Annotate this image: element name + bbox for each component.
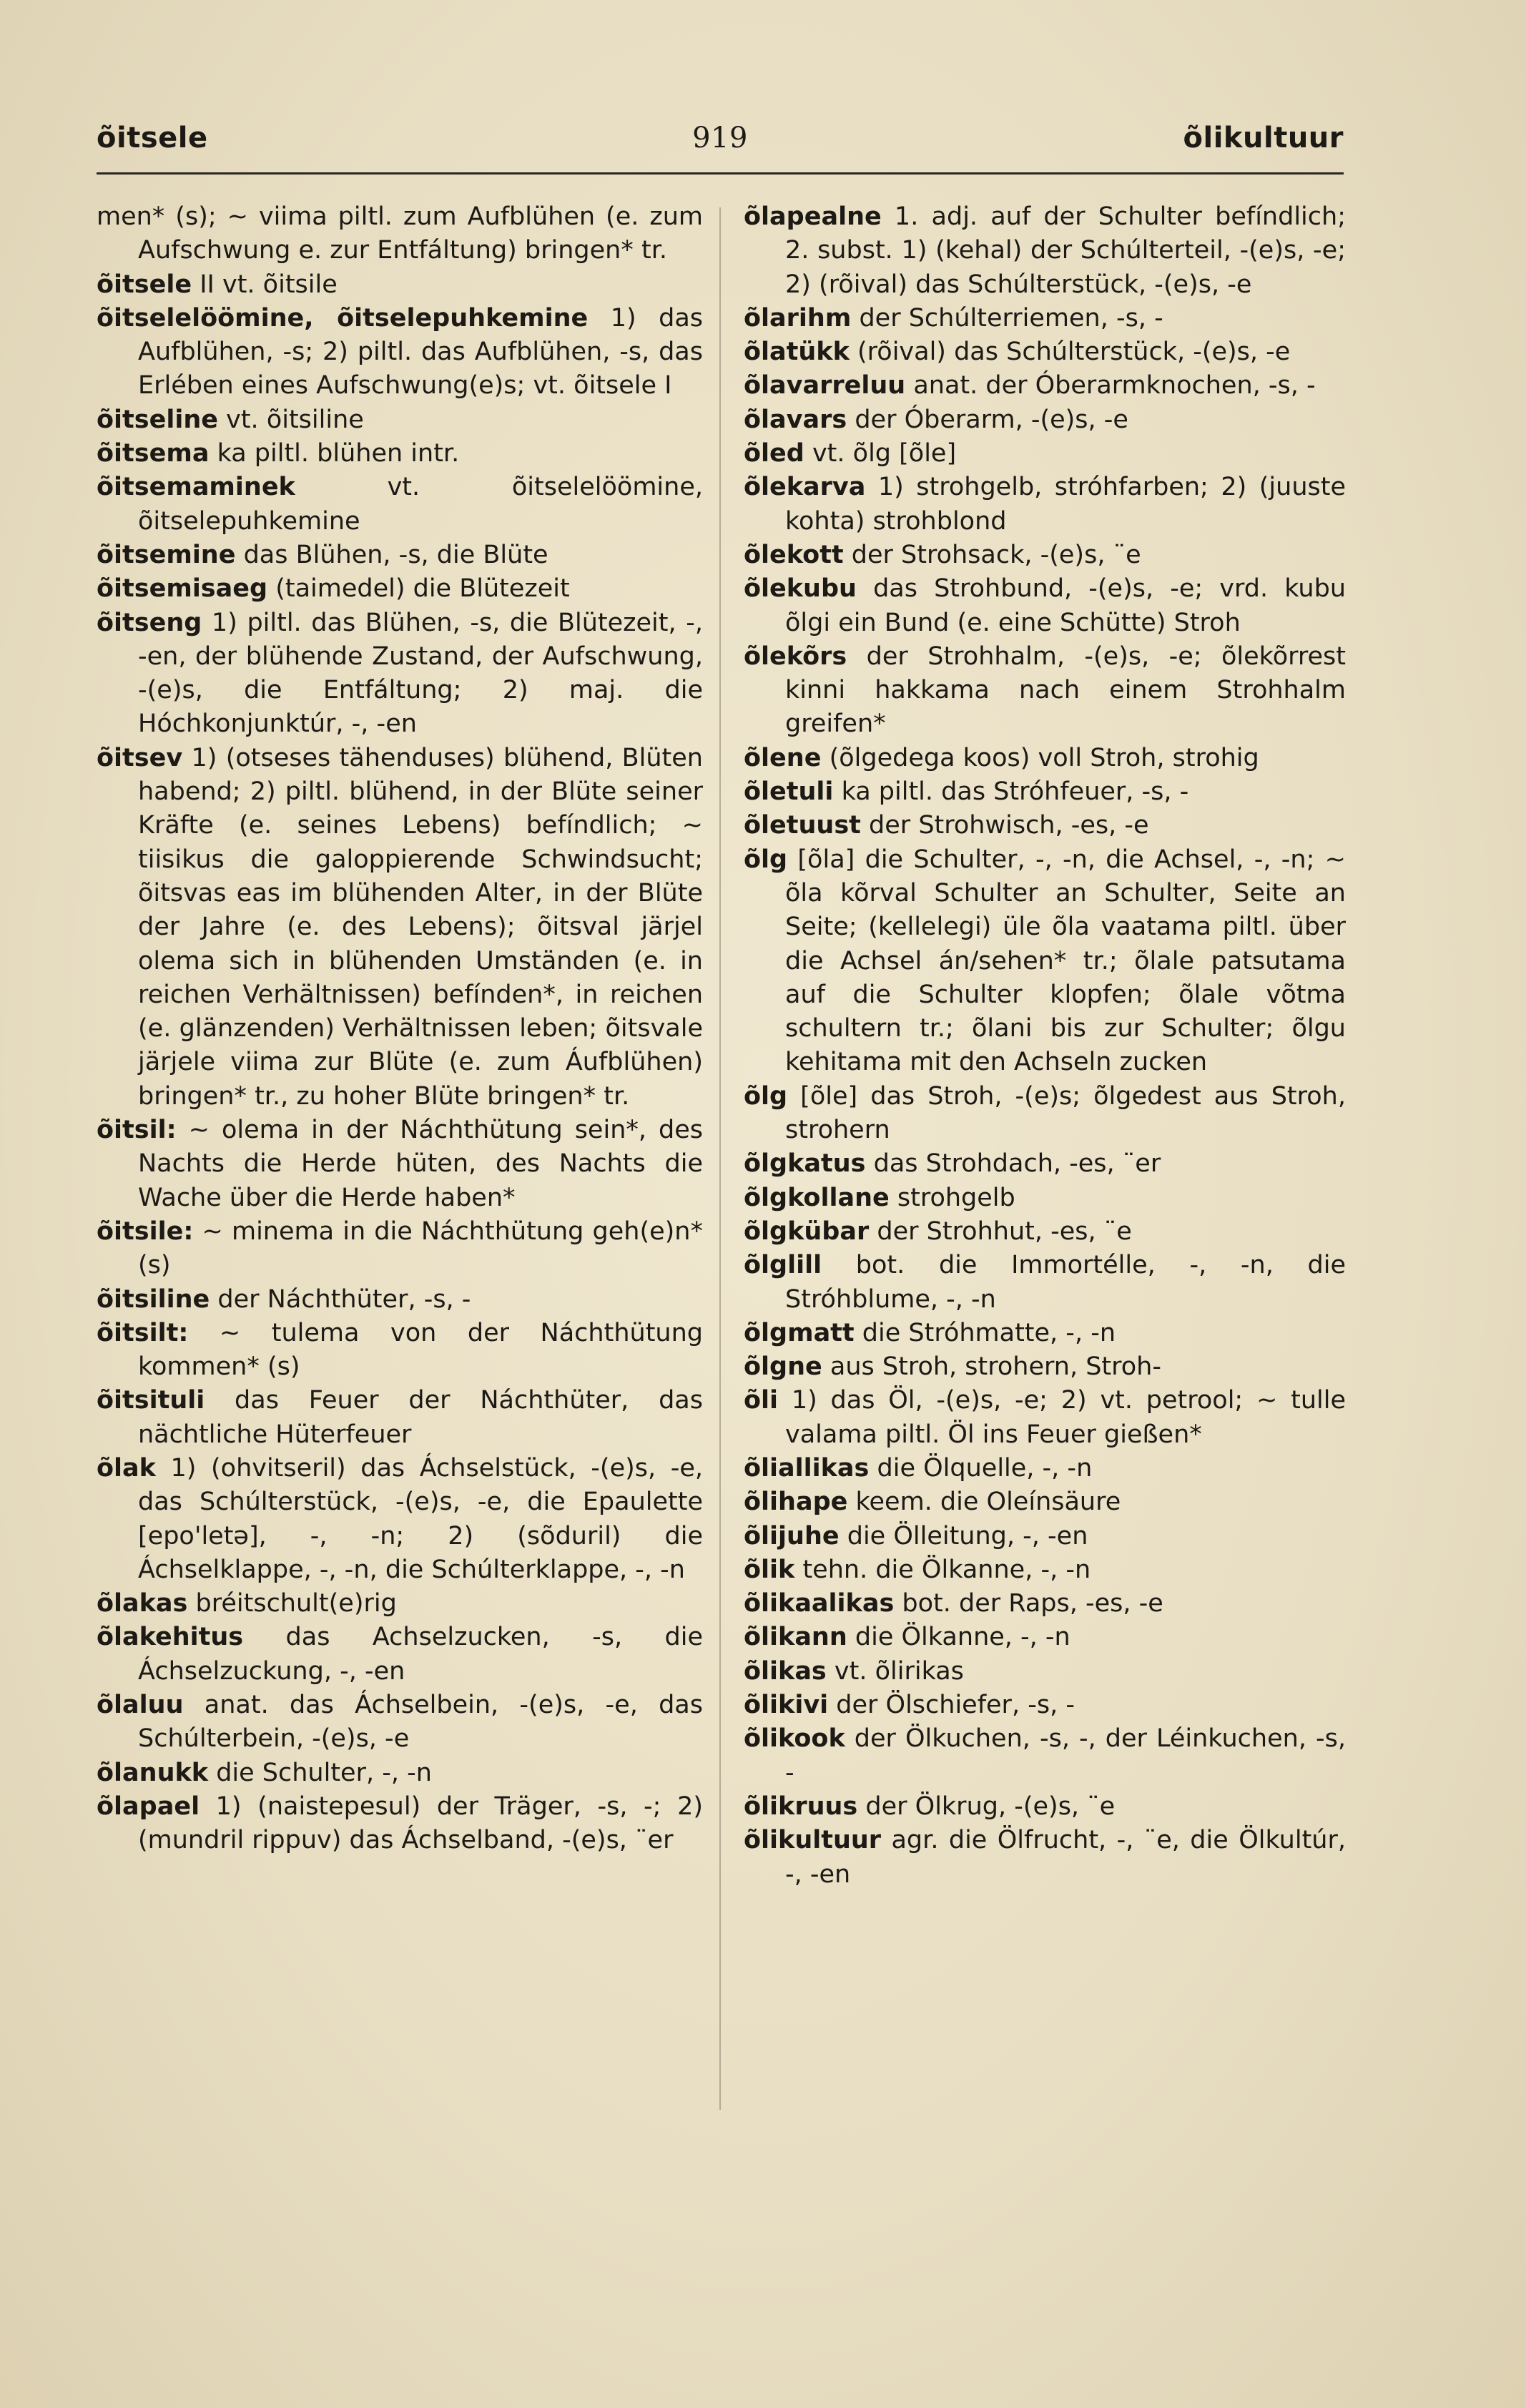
dictionary-entry [97, 1689, 703, 1756]
dictionary-entry [744, 1384, 1346, 1452]
entry-headword: õlavars [744, 405, 847, 434]
entry-definition: tehn. die Ölkanne, -, -n [794, 1555, 1091, 1584]
dictionary-entry [744, 1249, 1346, 1317]
entry-definition: die Schulter, -, -n [208, 1758, 432, 1787]
entry-headword: õlapael [97, 1792, 200, 1821]
entry-headword: õlarihm [744, 303, 852, 333]
dictionary-entry [97, 1215, 703, 1283]
entry-definition: vt. õitsiline [218, 405, 364, 434]
dictionary-entry [744, 471, 1346, 539]
entry-headword: õlglill [744, 1251, 822, 1280]
entry-headword: õlene [744, 743, 822, 772]
entry-headword: õitseng [97, 608, 202, 637]
dictionary-entry [97, 1790, 703, 1858]
entry-headword: õlg [744, 1081, 788, 1111]
dictionary-entry [744, 369, 1346, 403]
entry-definition: der Óberarm, -(e)s, -e [847, 405, 1128, 434]
entry-definition: ka piltl. blühen intr. [209, 439, 460, 468]
entry-headword: õitsemisaeg [97, 574, 268, 604]
entry-definition: men* (s); ~ viima piltl. zum Aufblühen (e. zum Aufschwung e. zur Entfáltung) bringen* tr. [97, 202, 703, 265]
dictionary-entry [744, 335, 1346, 369]
entry-headword: õlikruus [744, 1792, 858, 1821]
dictionary-entry [744, 775, 1346, 809]
entry-definition: strohgelb [889, 1183, 1015, 1212]
entry-definition: ~ tulema von der Náchthütung kommen* (s) [138, 1318, 703, 1382]
entry-definition: (õlgedega koos) voll Stroh, strohig [821, 743, 1259, 772]
entry-headword: õli [744, 1386, 779, 1415]
entry-headword: õitsiline [97, 1284, 210, 1314]
entry-definition: bot. die Immortélle, -, -n, die Stróhblume, -, -n [785, 1251, 1346, 1314]
entry-definition: das Blühen, -s, die Blüte [235, 540, 548, 569]
dictionary-entry [744, 640, 1346, 742]
dictionary-entry [744, 1824, 1346, 1892]
entry-definition: die Ölquelle, -, -n [869, 1453, 1093, 1483]
entry-headword: õliallikas [744, 1453, 870, 1483]
right-column [744, 200, 1346, 1892]
entry-definition: ~ minema in die Náchthütung geh(e)n* (s) [138, 1217, 703, 1280]
entry-definition: [õla] die Schulter, -, -n, die Achsel, -, -n; ~ õla kõrval Schulter an Schulter, Seite an Seite; (kellelegi) üle õla vaatama piltl. über die Achsel án/sehen* tr.; õlale patsutama auf die Schulter klopfen; õlale võtma schultern tr.; õlani bis zur Schulter; õlgu kehitama mit den Achseln zucken [785, 845, 1346, 1077]
dictionary-entry [97, 1587, 703, 1621]
dictionary-entry [97, 742, 703, 1114]
entry-headword: õitsema [97, 439, 210, 468]
left-guide-word: õitsele [97, 122, 208, 154]
entry-definition: 1) strohgelb, stróhfarben; 2) (juuste kohta) strohblond [785, 473, 1346, 536]
entry-definition: [õle] das Stroh, -(e)s; õlgedest aus Stroh, strohern [785, 1081, 1346, 1145]
entry-headword: õlg [744, 845, 788, 874]
entry-definition: ~ olema in der Náchthütung sein*, des Nachts die Herde hüten, des Nachts die Wache über die Herde haben* [138, 1116, 703, 1212]
entry-definition: 1) das Aufblühen, -s; 2) piltl. das Aufblühen, -s, das Erlében eines Aufschwung(e)s; vt. õitsele I [138, 303, 703, 400]
entry-definition: das Strohbund, -(e)s, -e; vrd. kubu õlgi ein Bund (e. eine Schütte) Stroh [785, 574, 1346, 637]
dictionary-entry [97, 437, 703, 471]
entry-headword: õletuust [744, 811, 861, 840]
dictionary-entry [97, 471, 703, 539]
entry-headword: õled [744, 439, 804, 468]
dictionary-entry [744, 1181, 1346, 1215]
dictionary-entry [97, 1283, 703, 1317]
dictionary-entry [744, 1350, 1346, 1384]
entry-headword: õlaluu [97, 1691, 184, 1720]
entry-definition: 1. adj. auf der Schulter befíndlich; 2. subst. 1) (kehal) der Schúlterteil, -(e)s, -e; 2) (rõival) das Schúlterstück, -(e)s, -e [785, 202, 1346, 299]
entry-headword: õlihape [744, 1488, 848, 1517]
entry-definition: agr. die Ölfrucht, -, ¨e, die Ölkultúr, -, -en [785, 1826, 1346, 1889]
entry-definition: die Ölleitung, -, -en [839, 1521, 1088, 1551]
entry-definition: die Stróhmatte, -, -n [854, 1318, 1116, 1347]
entry-headword: õitsile: [97, 1217, 194, 1246]
entry-definition: 1) piltl. das Blühen, -s, die Blütezeit, -, -en, der blühende Zustand, der Aufschwung, -(e)s, die Entfáltung; 2) maj. die Hóchkonjunktúr, -, -en [138, 608, 703, 739]
dictionary-entry [744, 437, 1346, 471]
entry-headword: õitsituli [97, 1386, 205, 1415]
entry-headword: õlik [744, 1555, 795, 1584]
entry-headword: õitseline [97, 405, 218, 434]
entry-headword: õlgmatt [744, 1318, 855, 1347]
page-header [97, 122, 1344, 172]
entry-definition: das Strohdach, -es, ¨er [865, 1149, 1161, 1179]
entry-headword: õitsemaminek [97, 473, 295, 502]
entry-definition: bréitschult(e)rig [187, 1589, 397, 1618]
entry-headword: õlikivi [744, 1691, 829, 1720]
dictionary-entry [744, 1317, 1346, 1350]
dictionary-entry [744, 1147, 1346, 1181]
entry-definition: II vt. õitsile [192, 270, 338, 299]
dictionary-entry [97, 268, 703, 302]
page-number: 919 [692, 122, 748, 154]
dictionary-entry [744, 539, 1346, 572]
entry-definition: (taimedel) die Blütezeit [267, 574, 570, 604]
dictionary-entry [97, 1114, 703, 1215]
dictionary-entry [744, 809, 1346, 842]
left-column [97, 200, 703, 1858]
entry-headword: õlikultuur [744, 1826, 882, 1855]
dictionary-entry [744, 1621, 1346, 1654]
entry-definition: anat. das Áchselbein, -(e)s, -e, das Schúlterbein, -(e)s, -e [138, 1691, 703, 1754]
right-guide-word: õlikultuur [1183, 122, 1344, 154]
entry-headword: õlikaalikas [744, 1589, 895, 1618]
entry-headword: õitsele [97, 270, 192, 299]
entry-definition: (rõival) das Schúlterstück, -(e)s, -e [849, 338, 1291, 367]
entry-definition: ka piltl. das Stróhfeuer, -s, - [833, 777, 1189, 807]
entry-definition: bot. der Raps, -es, -e [894, 1589, 1163, 1618]
column-divider [719, 207, 721, 2110]
dictionary-entry [97, 1317, 703, 1385]
dictionary-entry [97, 539, 703, 572]
entry-definition: 1) (ohvitseril) das Áchselstück, -(e)s, -e, das Schúlterstück, -(e)s, -e, die Epaulette [epo'letə], -, -n; 2) (sõduril) die Áchselklappe, -, -n, die Schúlterklappe, -, -n [138, 1453, 703, 1584]
entry-definition: der Náchthüter, -s, - [210, 1284, 471, 1314]
dictionary-entry [744, 1215, 1346, 1249]
entry-headword: õlikann [744, 1623, 847, 1652]
entry-headword: õlekõrs [744, 642, 847, 671]
entry-definition: aus Stroh, strohern, Stroh- [822, 1352, 1161, 1382]
entry-definition: der Ölkrug, -(e)s, ¨e [857, 1792, 1116, 1821]
dictionary-entry [97, 572, 703, 606]
entry-headword: õlavarreluu [744, 371, 906, 400]
entry-headword: õlijuhe [744, 1521, 840, 1551]
entry-definition: der Strohhalm, -(e)s, -e; õlekõrrest kinni hakkama nach einem Strohhalm greifen* [785, 642, 1346, 739]
dictionary-entry [97, 1384, 703, 1452]
dictionary-entry [97, 606, 703, 742]
entry-definition: der Strohhut, -es, ¨e [869, 1217, 1132, 1246]
dictionary-entry [744, 1790, 1346, 1824]
entry-headword: õlgne [744, 1352, 822, 1382]
entry-headword: õitsil: [97, 1116, 177, 1145]
entry-headword: õlapealne [744, 202, 882, 231]
dictionary-entry [97, 302, 703, 403]
dictionary-entry [97, 200, 703, 268]
entry-definition: das Achselzucken, -s, die Áchselzuckung, -, -en [138, 1623, 703, 1686]
dictionary-entry [744, 1655, 1346, 1689]
entry-headword: õlekubu [744, 574, 857, 604]
entry-headword: õlakas [97, 1589, 188, 1618]
entry-definition: der Strohwisch, -es, -e [860, 811, 1149, 840]
entry-headword: õlgkübar [744, 1217, 870, 1246]
entry-headword: õlekott [744, 540, 844, 569]
entry-headword: õitsev [97, 743, 183, 772]
entry-definition: 1) (otseses tähenduses) blühend, Blüten habend; 2) piltl. blühend, in der Blüte seiner Kräfte (e. seines Lebens) befíndlich; ~ tiisikus die galoppierende Schwindsucht; õitsvas eas im blühenden Alter, in der Blüte der Jahre (e. des Lebens); õitsval järjel olema sich in blühenden Umständen (e. in reichen Verhältnissen) befínden*, in reichen (e. glänzenden) Verhältnissen leben; õitsvale järjele viima zur Blüte (e. zum Áufblühen) bringen* tr., zu hoher Blüte bringen* tr. [138, 743, 703, 1111]
dictionary-entry [97, 1452, 703, 1587]
entry-headword: õlakehitus [97, 1623, 244, 1652]
entry-headword: õlanukk [97, 1758, 209, 1787]
entry-headword: õitsilt: [97, 1318, 189, 1347]
entry-definition: der Ölschiefer, -s, - [828, 1691, 1075, 1720]
entry-definition: vt. õitselelöömine, õitselepuhkemine [138, 473, 703, 536]
dictionary-entry [744, 1485, 1346, 1519]
dictionary-entry [744, 200, 1346, 302]
dictionary-entry [744, 1689, 1346, 1722]
entry-definition: 1) das Öl, -(e)s, -e; 2) vt. petrool; ~ tulle valama piltl. Öl ins Feuer gießen* [778, 1386, 1346, 1449]
entry-headword: õlikook [744, 1724, 845, 1754]
dictionary-entry [97, 1621, 703, 1689]
header-rule [97, 172, 1344, 175]
entry-headword: õitsemine [97, 540, 236, 569]
dictionary-entry [97, 1756, 703, 1790]
entry-headword: õlatükk [744, 338, 850, 367]
dictionary-entry [97, 403, 703, 437]
dictionary-entry [744, 403, 1346, 437]
entry-headword: õitselelöömine, õitselepuhkemine [97, 303, 589, 333]
dictionary-entry [744, 1452, 1346, 1485]
dictionary-entry [744, 1722, 1346, 1790]
entry-headword: õlgkatus [744, 1149, 866, 1179]
entry-definition: anat. der Óberarmknochen, -s, - [905, 371, 1316, 400]
entry-definition: keem. die Oleínsäure [847, 1488, 1121, 1517]
entry-definition: vt. õlg [õle] [804, 439, 957, 468]
entry-headword: õlekarva [744, 473, 866, 502]
entry-headword: õlak [97, 1453, 156, 1483]
dictionary-entry [744, 302, 1346, 335]
entry-definition: der Strohsack, -(e)s, ¨e [843, 540, 1141, 569]
entry-definition: das Feuer der Náchthüter, das nächtliche Hüterfeuer [138, 1386, 703, 1449]
entry-definition: der Ölkuchen, -s, -, der Léinkuchen, -s, - [785, 1724, 1346, 1787]
dictionary-entry [744, 1080, 1346, 1148]
dictionary-entry [744, 1553, 1346, 1587]
entry-headword: õletuli [744, 777, 834, 807]
dictionary-entry [744, 742, 1346, 775]
dictionary-entry [744, 1520, 1346, 1553]
entry-headword: õlgkollane [744, 1183, 890, 1212]
entry-definition: der Schúlterriemen, -s, - [851, 303, 1163, 333]
dictionary-entry [744, 1587, 1346, 1621]
entry-definition: die Ölkanne, -, -n [847, 1623, 1070, 1652]
dictionary-entry [744, 572, 1346, 640]
dictionary-entry [744, 843, 1346, 1080]
entry-headword: õlikas [744, 1656, 827, 1686]
entry-definition: vt. õlirikas [826, 1656, 964, 1686]
entry-definition: 1) (naistepesul) der Träger, -s, -; 2) (mundril rippuv) das Áchselband, -(e)s, ¨er [138, 1792, 703, 1855]
